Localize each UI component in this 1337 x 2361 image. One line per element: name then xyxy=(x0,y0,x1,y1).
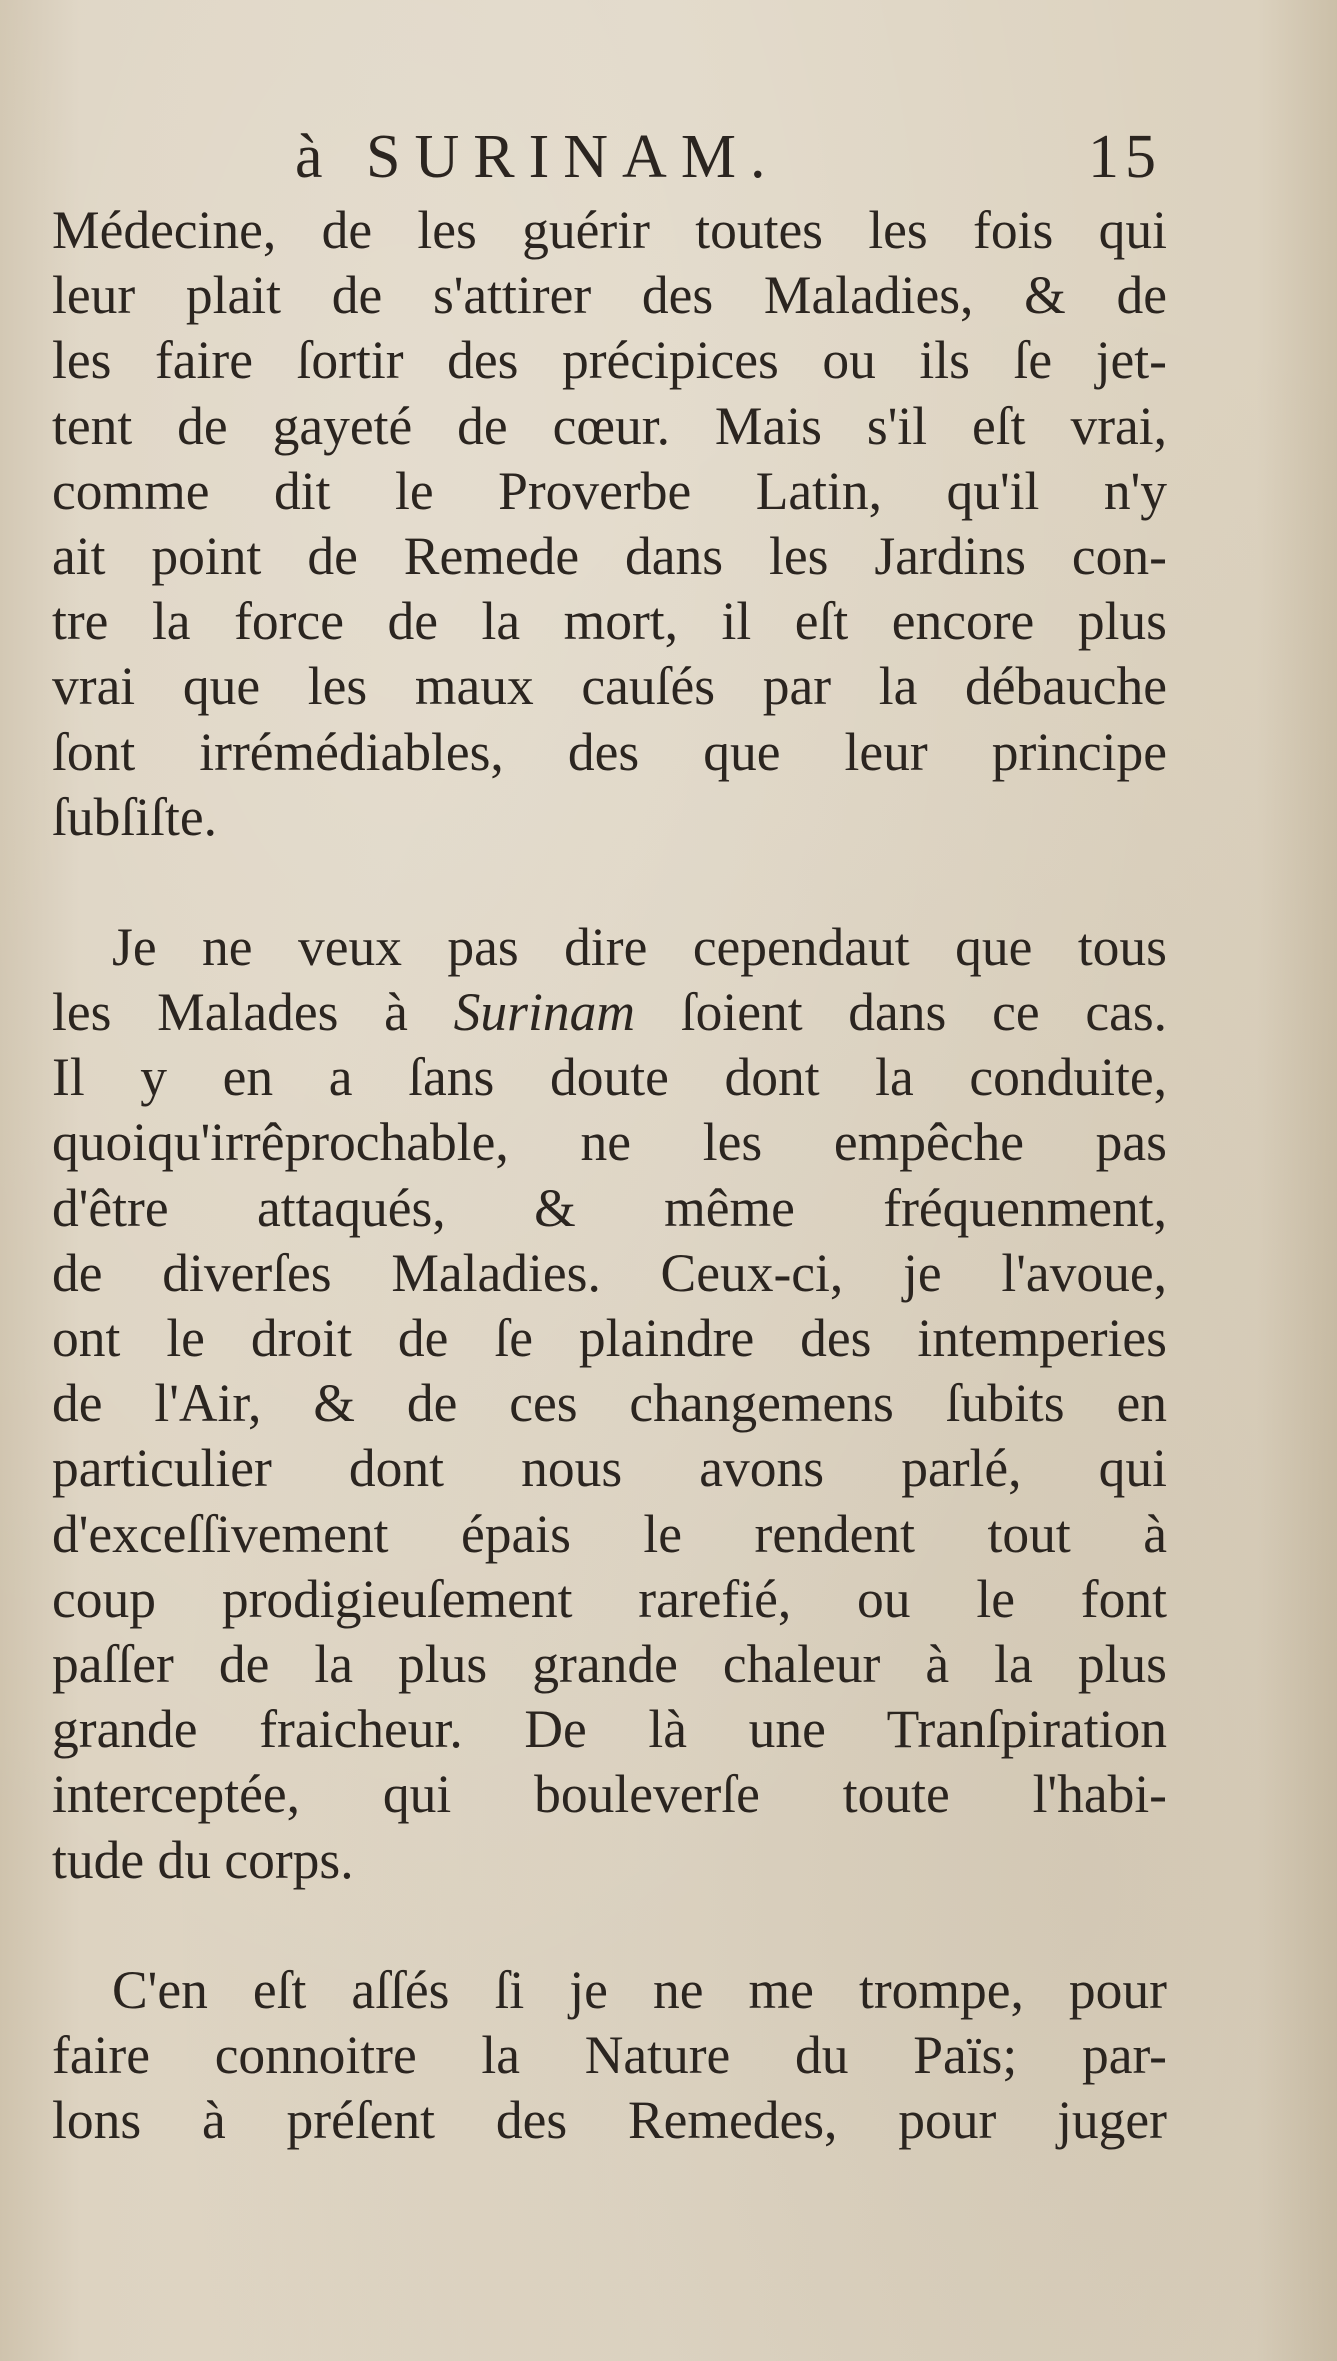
text-line: vrai que les maux cauſés par la débauche xyxy=(52,656,1167,717)
text-line: tre la force de la mort, il eſt encore plus xyxy=(52,591,1167,652)
text-line: comme dit le Proverbe Latin, qu'il n'y xyxy=(52,460,1167,521)
text-segment-italic: Surinam xyxy=(453,982,635,1043)
text-line: paſſer de la plus grande chaleur à la plus xyxy=(52,1633,1167,1694)
text-line: particulier dont nous avons parlé, qui xyxy=(52,1438,1167,1499)
running-head: à SURINAM. xyxy=(295,123,780,191)
text-line: grande fraicheur. De là une Tranſpiration xyxy=(52,1699,1167,1760)
text-segment: les Malades à xyxy=(52,982,408,1043)
paragraph-3 xyxy=(52,1958,1167,2154)
text-line-mixed xyxy=(52,980,1167,1045)
text-line: quoiqu'irrêprochable, ne les empêche pas xyxy=(52,1112,1167,1173)
text-line: Médecine, de les guérir toutes les fois qui xyxy=(52,200,1167,260)
text-line: Je ne veux pas dire cependaut que tous xyxy=(112,916,1167,977)
text-line: lons à préſent des Remedes, pour juger xyxy=(52,2090,1167,2151)
text-line: de diverſes Maladies. Ceux-ci, je l'avoue, xyxy=(52,1242,1167,1303)
text-line: leur plait de s'attirer des Maladies, & de xyxy=(52,265,1167,326)
body-text xyxy=(52,198,1167,2153)
text-line: ſubſiſte. xyxy=(52,786,217,847)
text-line: faire connoitre la Nature du Païs; par- xyxy=(52,2024,1167,2085)
text-line: d'exceſſivement épais le rendent tout à xyxy=(52,1503,1167,1564)
paragraph-1 xyxy=(52,198,1167,850)
text-line: Il y en a ſans doute dont la conduite, xyxy=(52,1047,1167,1108)
text-line: interceptée, qui bouleverſe toute l'habi- xyxy=(52,1764,1167,1825)
text-line: ſont irrémédiables, des que leur principe xyxy=(52,721,1167,782)
text-line: coup prodigieuſement rarefié, ou le font xyxy=(52,1568,1167,1629)
text-line: tude du corps. xyxy=(52,1829,354,1890)
text-segment: ſoient dans ce cas. xyxy=(680,982,1168,1043)
text-line: tent de gayeté de cœur. Mais s'il eſt vrai, xyxy=(52,395,1167,456)
text-line: de l'Air, & de ces changemens ſubits en xyxy=(52,1373,1167,1434)
text-line: ait point de Remede dans les Jardins con- xyxy=(52,525,1167,586)
page-number: 15 xyxy=(1088,123,1162,191)
paragraph-2 xyxy=(52,915,1167,1893)
text-line: les faire ſortir des précipices ou ils ſe jet- xyxy=(52,330,1167,391)
text-line: ont le droit de ſe plaindre des intemperies xyxy=(52,1308,1167,1368)
text-line: C'en eſt aſſés ſi je ne me trompe, pour xyxy=(112,1959,1167,2020)
page-header xyxy=(0,112,1337,202)
text-line: d'être attaqués, & même fréquenment, xyxy=(52,1177,1167,1238)
